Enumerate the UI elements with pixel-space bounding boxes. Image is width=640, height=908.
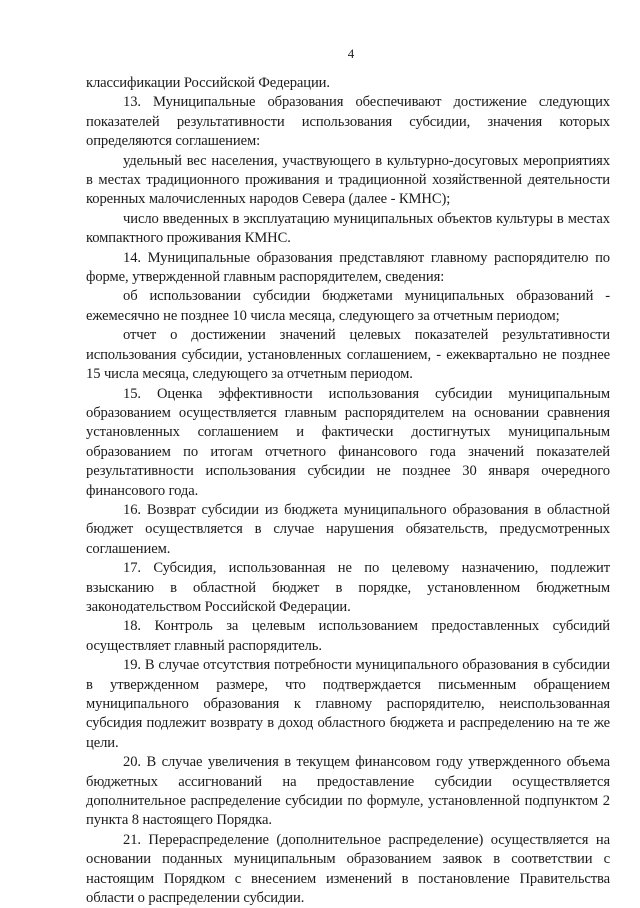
paragraph-14: 14. Муниципальные образования представляют главному распорядителю по форме, утвержденной главным распорядителем, сведения: <box>86 249 610 286</box>
paragraph-19: 19. В случае отсутствия потребности муниципального образования в субсидии в утвержденном размере, что подтверждается письменным обращением муниципального образования к главному распорядителю, неиспользованная субсидия подлежит возврату в доход областного бюджета и распределению на те же цели. <box>86 657 610 751</box>
paragraph-15: 15. Оценка эффективности использования субсидии муниципальным образованием осуществляется главным распорядителем на основании сравнения установленных соглашением и фактически достигнутых муниципальным образованием по итогам отчетного финансового года значений показателей результативности использования субсидии не позднее 30 января очередного финансового года. <box>86 385 610 499</box>
body-text <box>86 74 610 908</box>
paragraph-21: 21. Перераспределение (дополнительное распределение) осуществляется на основании поданных муниципальным образованием заявок в соответствии с настоящим Порядком с внесением изменений в постановление Правительства области о распределении субсидии. <box>86 831 610 907</box>
paragraph-16: 16. Возврат субсидии из бюджета муниципального образования в областной бюджет осуществляется в случае нарушения обязательств, предусмотренных соглашением. <box>86 501 610 557</box>
page-number: 4 <box>347 46 355 61</box>
paragraph-14-item-1: об использовании субсидии бюджетами муниципальных образований - ежемесячно не позднее 10 числа месяца, следующего за отчетным периодом; <box>86 288 610 324</box>
paragraph-14-item-2: отчет о достижении значений целевых показателей результативности использования субсидии, установленных соглашением, - ежеквартально не позднее 15 числа месяца, следующего за отчетным периодом. <box>86 327 610 383</box>
paragraph-continuation: классификации Российской Федерации. <box>86 75 330 91</box>
paragraph-13-indicator-1: удельный вес населения, участвующего в культурно-досуговых мероприятиях в местах традиционного проживания и традиционной хозяйственной деятельности коренных малочисленных народов Севера (далее - КМНС); <box>86 152 610 208</box>
paragraph-13: 13. Муниципальные образования обеспечивают достижение следующих показателей результативности использования субсидии, значения которых определяются соглашением: <box>86 94 610 150</box>
paragraph-20: 20. В случае увеличения в текущем финансовом году утвержденного объема бюджетных ассигнований на предоставление субсидии осуществляется дополнительное распределение субсидии по формуле, установленной подпунктом 2 пункта 8 настоящего Порядка. <box>86 754 610 829</box>
paragraph-13-indicator-2: число введенных в эксплуатацию муниципальных объектов культуры в местах компактного проживания КМНС. <box>86 210 610 247</box>
paragraph-17: 17. Субсидия, использованная не по целевому назначению, подлежит взысканию в областной бюджет в порядке, установленном бюджетным законодательством Российской Федерации. <box>86 560 610 615</box>
paragraph-18: 18. Контроль за целевым использованием предоставленных субсидий осуществляет главный распорядитель. <box>86 618 610 654</box>
